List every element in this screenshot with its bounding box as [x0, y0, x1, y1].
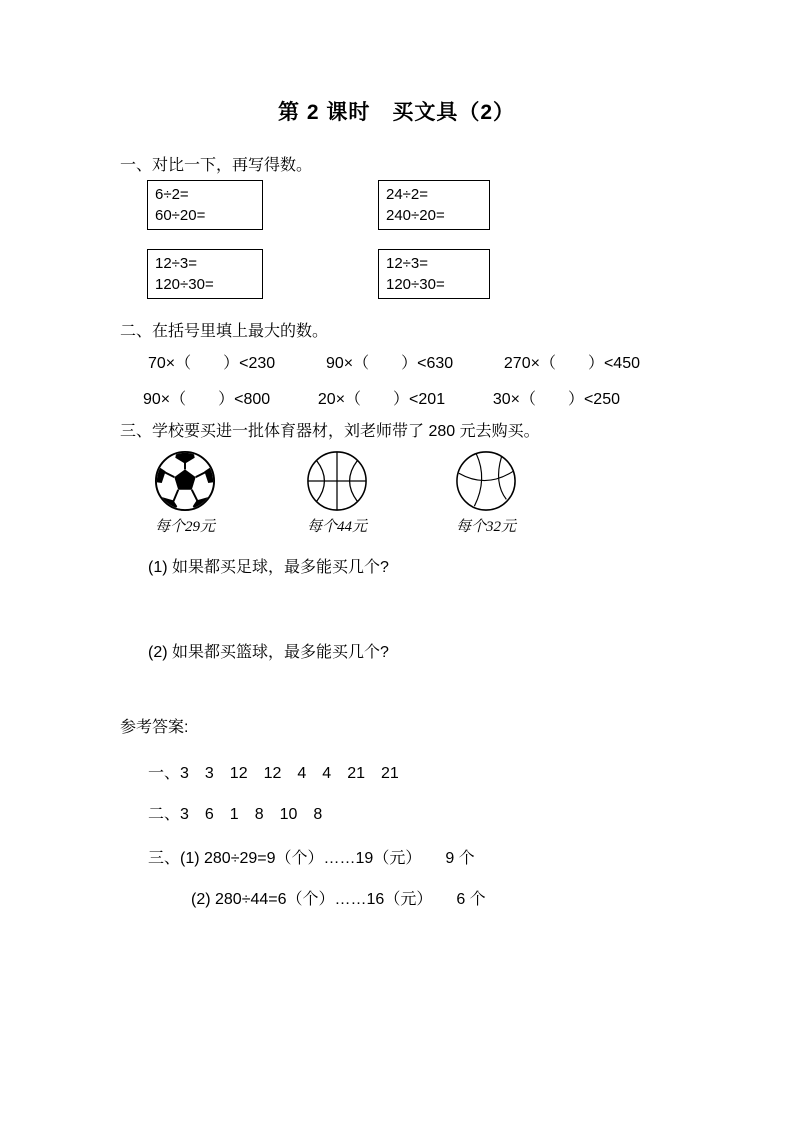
answer-line-2: 二、3 6 1 8 10 8	[148, 806, 323, 823]
volleyball-price: 每个32元	[455, 519, 516, 535]
answer-line-1: 一、3 3 12 12 4 4 21 21	[148, 765, 399, 782]
inequality-problem: 20×（ ）<201	[317, 391, 446, 408]
volleyball-icon	[455, 450, 517, 512]
inequality-row-2	[143, 386, 620, 409]
division-expression: 120÷30=	[386, 276, 445, 293]
volleyball-figure	[426, 450, 546, 536]
answers-heading: 参考答案:	[120, 719, 189, 736]
division-expression: 6÷2=	[155, 186, 189, 203]
section1-heading: 一、对比一下，再写得数。	[120, 157, 313, 174]
soccer-ball-icon	[154, 450, 216, 512]
answer-line-4: (2) 280÷44=6（个）……16（元） 6 个	[191, 891, 486, 908]
division-box-3	[147, 249, 263, 299]
basketball-figure	[277, 450, 397, 536]
division-expression: 240÷20=	[386, 207, 445, 224]
question-1: (1) 如果都买足球，最多能买几个?	[148, 559, 389, 576]
inequality-problem: 90×（ ）<630	[325, 355, 454, 372]
division-expression: 12÷3=	[155, 255, 198, 272]
division-expression: 12÷3=	[386, 255, 429, 272]
inequality-problem: 30×（ ）<250	[492, 391, 620, 408]
soccer-ball-price: 每个29元	[154, 519, 215, 535]
section3-heading: 三、学校要买进一批体育器材，刘老师带了 280 元去购买。	[120, 423, 540, 440]
inequality-problem: 90×（ ）<800	[143, 391, 271, 408]
division-expression: 120÷30=	[155, 276, 214, 293]
section2-heading: 二、在括号里填上最大的数。	[120, 323, 329, 340]
basketball-price: 每个44元	[306, 519, 367, 535]
division-expression: 60÷20=	[155, 207, 206, 224]
inequality-row-1	[148, 350, 640, 373]
inequality-problem: 270×（ ）<450	[503, 355, 640, 372]
inequality-problem: 70×（ ）<230	[148, 355, 276, 372]
basketball-icon	[306, 450, 368, 512]
division-box-4	[378, 249, 490, 299]
answer-line-3: 三、(1) 280÷29=9（个）……19（元） 9 个	[148, 850, 475, 867]
page-title: 第 2 课时 买文具（2）	[277, 101, 516, 124]
soccer-ball-figure	[125, 450, 245, 536]
division-box-2	[378, 180, 490, 230]
division-expression: 24÷2=	[386, 186, 429, 203]
division-box-1	[147, 180, 263, 230]
question-2: (2) 如果都买篮球，最多能买几个?	[148, 644, 389, 661]
